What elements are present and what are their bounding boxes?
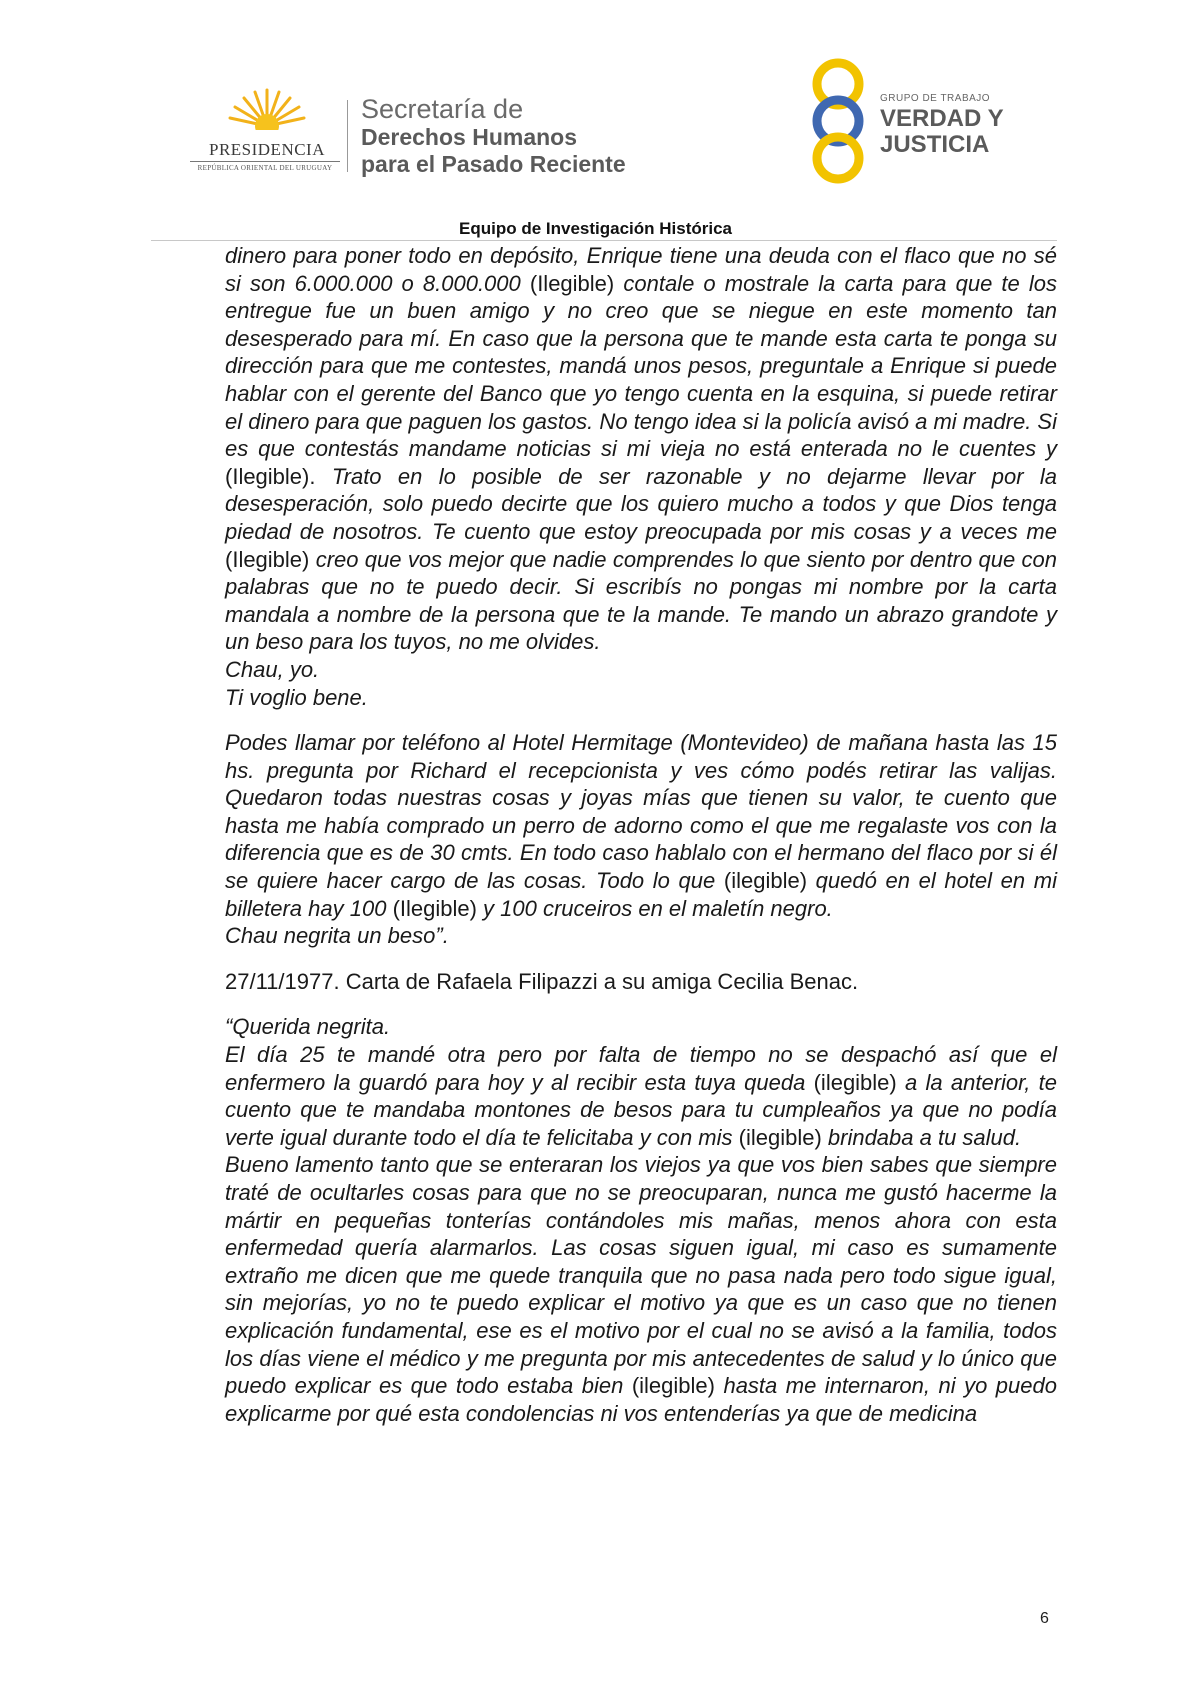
italic-text: brindaba a tu salud. (827, 1124, 1022, 1150)
italic-text: dinero para poner todo en depósito, Enrique tiene una deuda con el flaco que no sé si son 6.000.000 o 8.000.000 (225, 243, 1057, 296)
presidencia-name: PRESIDENCIA (208, 140, 325, 159)
italic-text: a la anterior, te cuento que te mandaba montones de besos para tu cumpleaños ya que no podía verte igual durante todo el día te felicitaba y con mis (225, 1069, 1057, 1150)
regular-text: (Ilegible) (225, 546, 316, 572)
italic-text: creo que vos mejor que nadie comprendes lo que siento por dentro que con palabras que no te puedo decir. Si escribís no pongas mi nombre por la carta mandala a nombre de la persona que te la mande. Te mando un abrazo grandote y un beso para los tuyos, no me olvides. (225, 546, 1057, 655)
closing-ti-voglio-text: Ti voglio bene. (225, 684, 368, 710)
regular-text: (ilegible) (715, 868, 816, 894)
secretaria-line-2: Derechos Humanos (361, 124, 578, 150)
header-rule (151, 240, 1057, 241)
secretaria-line-3: para el Pasado Reciente (361, 151, 626, 177)
letter-paragraph-3 (225, 1041, 1057, 1151)
team-title: Equipo de Investigación Histórica (459, 219, 732, 238)
presidencia-rule (190, 161, 340, 162)
secretaria-title (361, 96, 626, 179)
grupo-label: GRUPO DE TRABAJO (880, 93, 991, 104)
italic-text: contale o mostrale la carta para que te los entregue fue un buen amigo y no creo que se niegue en este momento tan desesperado para mí. En caso que la persona que te mande esta carta te ponga su dirección para que me contestes, mandá unos pesos, preguntale a Enrique si puede hablar con el gerente del Banco que yo tengo cuenta en la esquina, si puede retirar el dinero para que paguen los gastos. No tengo idea si la policía avisó a mi madre. Si es que contestás mandame noticias si mi vieja no está enterada no le cuentes y (225, 270, 1057, 462)
date-line: 27/11/1977. Carta de Rafaela Filipazzi a su amiga Cecilia Benac. (225, 968, 859, 994)
salutation (225, 1013, 1057, 1041)
italic-text: El día 25 te mandé otra pero por falta de tiempo no se despachó así que el enfermero la guardó para hoy y al recibir esta tuya queda (225, 1042, 1057, 1095)
italic-text: hasta me internaron, ni yo puedo explicarme por qué esta condolencias ni vos entenderías ya que de medicina (225, 1373, 1057, 1426)
closing-chau-yo (225, 656, 1057, 684)
page-header (0, 0, 1191, 240)
italic-text: quedó en el hotel en mi billetera hay 100 (225, 868, 1057, 921)
grupo-name-line-1: VERDAD Y (880, 105, 1004, 132)
rings-icon (802, 58, 874, 184)
grupo-name (880, 106, 1004, 158)
regular-text: (ilegible) (732, 1124, 828, 1150)
letter-paragraph-2 (225, 729, 1057, 922)
verdad-justicia-logo (802, 58, 1012, 184)
closing-chau-negrita-text: Chau negrita un beso”. (225, 923, 449, 949)
grupo-name-line-2: JUSTICIA (880, 131, 990, 158)
italic-text: y 100 cruceiros en el maletín negro. (483, 895, 833, 921)
regular-text: (Ilegible) (386, 895, 484, 921)
closing-chau-negrita (225, 922, 1057, 950)
presidencia-subtitle: REPÚBLICA ORIENTAL DEL URUGUAY (197, 164, 333, 172)
letter-paragraph-1 (225, 242, 1057, 656)
salutation-text: “Querida negrita. (225, 1014, 391, 1040)
regular-text: (Ilegible). (225, 463, 332, 489)
secretaria-line-1: Secretaría de (361, 94, 524, 124)
regular-text: (ilegible) (805, 1069, 906, 1095)
page-number: 6 (1040, 1610, 1049, 1627)
document-body (225, 242, 1057, 1427)
italic-text: Bueno lamento tanto que se enteraran los viejos ya que vos bien sabes que siempre traté de ocultarles cosas para que no se preocuparan, nunca me gustó hacerme la mártir en pequeñas tonterías contándoles mis mañas, menos ahora con esta enfermedad quería alarmarlos. Las cosas siguen igual, mi caso es sumamente extraño me dicen que me quede tranquila que no pasa nada pero todo sigue igual, sin mejorías, yo no te puedo explicar el motivo ya que es un caso que no tienen explicación fundamental, ese es el motivo por el cual no se avisó a la familia, todos los días viene el médico y me pregunta por mis antecedentes de salud y lo único que puedo explicar es que todo estaba bien (225, 1152, 1057, 1399)
header-divider (347, 100, 348, 172)
closing-chau-yo-text: Chau, yo. (225, 656, 320, 682)
closing-ti-voglio (225, 684, 1057, 712)
italic-text: Trato en lo posible de ser razonable y no dejarme llevar por la desesperación, solo puedo decirte que los quiero mucho a todos y que Dios tenga piedad de nosotros. Te cuento que estoy preocupada por mis cosas y a veces me (225, 463, 1058, 544)
sun-icon (228, 88, 306, 136)
regular-text: (ilegible) (623, 1373, 724, 1399)
regular-text: (Ilegible) (520, 270, 624, 296)
italic-text: Podes llamar por teléfono al Hotel Hermitage (Montevideo) de mañana hasta las 15 hs. pregunta por Richard el recepcionista y ves cómo podés retirar las valijas. Quedaron todas nuestras cosas y joyas mías que tienen su valor, te cuento que hasta me había comprado un perro de adorno como el que me regalaste vos con la diferencia que es de 30 cmts. En todo caso hablalo con el hermano del flaco por si él se quiere hacer cargo de las cosas. Todo lo que (225, 730, 1057, 894)
presidencia-logo (190, 88, 340, 173)
letter-paragraph-4 (225, 1151, 1057, 1427)
